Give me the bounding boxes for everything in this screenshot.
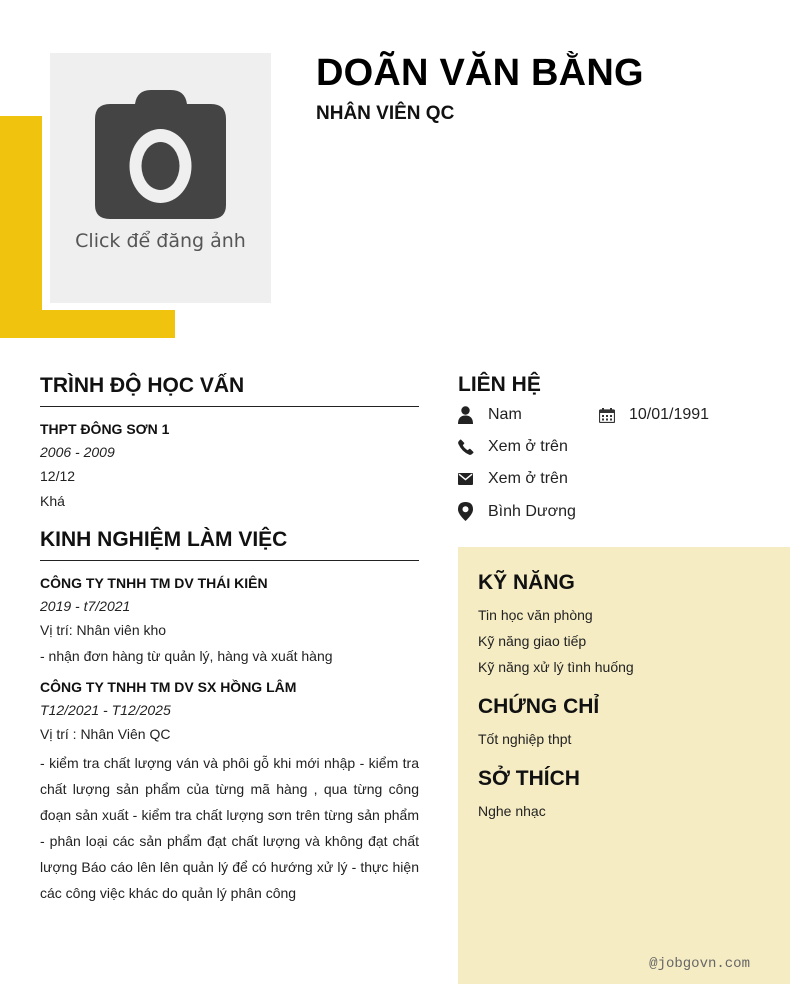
certificates-section xyxy=(478,695,770,747)
hobbies-section xyxy=(478,767,770,819)
contact-heading: LIÊN HỆ xyxy=(458,373,541,396)
contact-phone-value: Xem ở trên xyxy=(488,438,568,455)
skill-item: Kỹ năng giao tiếp xyxy=(478,633,587,649)
experience-description: - nhận đơn hàng từ quản lý, hàng và xuất hàng xyxy=(40,648,333,664)
camera-icon xyxy=(95,90,226,220)
experience-company: CÔNG TY TNHH TM DV SX HỒNG LÂM xyxy=(40,679,297,695)
experience-period: 2019 - t7/2021 xyxy=(40,598,131,614)
contact-gender-value: Nam xyxy=(488,406,522,423)
experience-description: - kiểm tra chất lượng ván và phôi gỗ khi mới nhập - kiểm tra chất lượng sản phẩm của từng mã hàng , qua từng công đoạn sản xuất - kiểm tra chất lượng sơn trên từng sản phẩm - phân loại các sản phẩm đạt chất lượng và không đạt chất lượng Báo cáo lên lên quản lý để có hướng xử lý - thực hiện các công việc khác do quản lý phân công xyxy=(40,755,419,901)
education-years: 2006 - 2009 xyxy=(40,444,115,460)
education-grade: 12/12 xyxy=(40,468,76,484)
experience-period: T12/2021 - T12/2025 xyxy=(40,702,171,718)
contact-birthdate-value: 10/01/1991 xyxy=(629,406,710,423)
phone-icon xyxy=(458,439,474,455)
education-rank: Khá xyxy=(40,493,65,509)
mail-icon xyxy=(458,473,473,485)
experience-position: Vị trí : Nhân Viên QC xyxy=(40,726,171,742)
education-school: THPT ĐÔNG SƠN 1 xyxy=(40,421,170,437)
experience-position: Vị trí: Nhân viên kho xyxy=(40,622,167,638)
candidate-name: DOÃN VĂN BẰNG xyxy=(316,52,644,94)
accent-bar-horizontal xyxy=(0,310,175,338)
contact-birthdate xyxy=(599,406,709,424)
experience-company: CÔNG TY TNHH TM DV THÁI KIÊN xyxy=(40,575,268,591)
certificate-item: Tốt nghiệp thpt xyxy=(478,731,572,747)
skills-section xyxy=(478,571,770,675)
education-heading: TRÌNH ĐỘ HỌC VẤN xyxy=(40,374,419,407)
person-icon xyxy=(458,406,473,424)
contact-address xyxy=(458,502,576,521)
experience-entry xyxy=(40,679,419,906)
hobby-item: Nghe nhạc xyxy=(478,803,546,819)
skill-item: Tin học văn phòng xyxy=(478,607,593,623)
contact-phone xyxy=(458,438,568,456)
left-column xyxy=(40,374,419,906)
candidate-job-title: NHÂN VIÊN QC xyxy=(316,103,455,124)
contact-gender xyxy=(458,406,522,424)
photo-upload-area[interactable] xyxy=(50,53,271,303)
certificates-heading: CHỨNG CHỈ xyxy=(478,695,600,718)
skills-heading: KỸ NĂNG xyxy=(478,571,575,594)
calendar-icon xyxy=(599,408,615,423)
contact-address-value: Bình Dương xyxy=(488,502,576,520)
location-pin-icon xyxy=(458,502,473,521)
experience-heading: KINH NGHIỆM LÀM VIỆC xyxy=(40,528,419,561)
accent-bar-vertical xyxy=(0,116,42,338)
photo-upload-caption: Click để đăng ảnh xyxy=(75,230,246,252)
contact-email xyxy=(458,470,568,488)
sidebar-panel xyxy=(458,547,790,984)
watermark: @jobgovn.com xyxy=(649,956,750,972)
contact-email-value: Xem ở trên xyxy=(488,470,568,487)
skill-item: Kỹ năng xử lý tình huống xyxy=(478,659,634,675)
hobbies-heading: SỞ THÍCH xyxy=(478,767,580,790)
experience-entry xyxy=(40,575,419,665)
